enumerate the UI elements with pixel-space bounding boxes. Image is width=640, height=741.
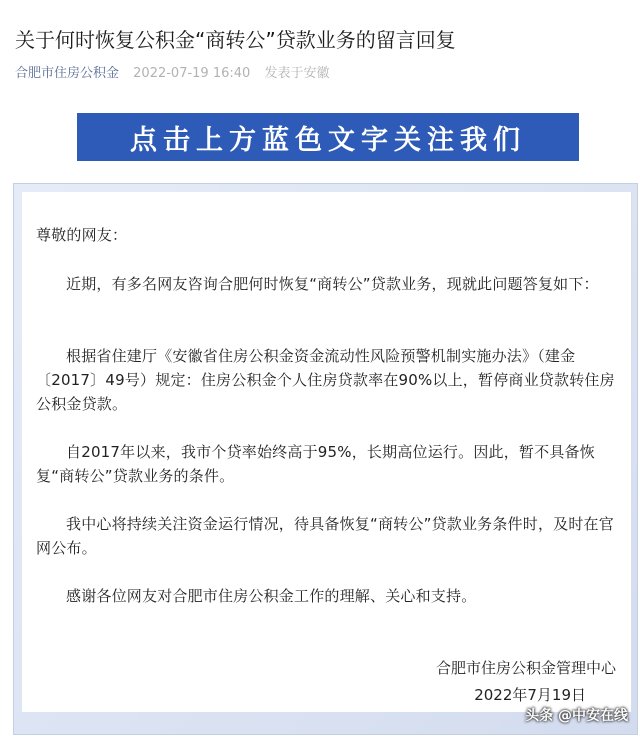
article-title: 关于何时恢复公积金“商转公”贷款业务的留言回复 [15, 28, 456, 52]
letter-paragraph: 感谢各位网友对合肥市住房公积金工作的理解、关心和支持。 [66, 587, 477, 605]
follow-banner-text: 点击上方蓝色文字关注我们 [130, 124, 526, 156]
source-watermark: 头条 @中安在线 [525, 708, 628, 724]
letter-paragraph: 我中心将持续关注资金运行情况，待具备恢复“商转公”贷款业务条件时，及时在官网公布。 [36, 515, 614, 557]
letter-paragraph: 根据省住建厅《安徽省住房公积金资金流动性风险预警机制实施办法》（建金〔2017〕49号）规定：住房公积金个人住房贷款率在90%以上，暂停商业贷款转住房公积金贷款。 [36, 347, 615, 413]
letter-paragraph: 近期，有多名网友咨询合肥何时恢复“商转公”贷款业务，现就此问题答复如下： [66, 275, 599, 293]
letter-paragraph: 自2017年以来，我市个贷率始终高于95%，长期高位运行。因此，暂不具备恢复“商转公”贷款业务的条件。 [36, 443, 595, 485]
author-link[interactable]: 合肥市住房公积金 [15, 66, 120, 81]
letter-greeting: 尊敬的网友： [36, 226, 128, 244]
publish-location: 发表于安徽 [264, 66, 330, 81]
article-meta [15, 64, 329, 84]
letter-signature-date: 2022年7月19日 [474, 686, 586, 704]
follow-banner[interactable] [77, 113, 579, 161]
letter-signature: 合肥市住房公积金管理中心 [435, 659, 616, 677]
publish-date: 2022-07-19 16:40 [133, 66, 251, 81]
